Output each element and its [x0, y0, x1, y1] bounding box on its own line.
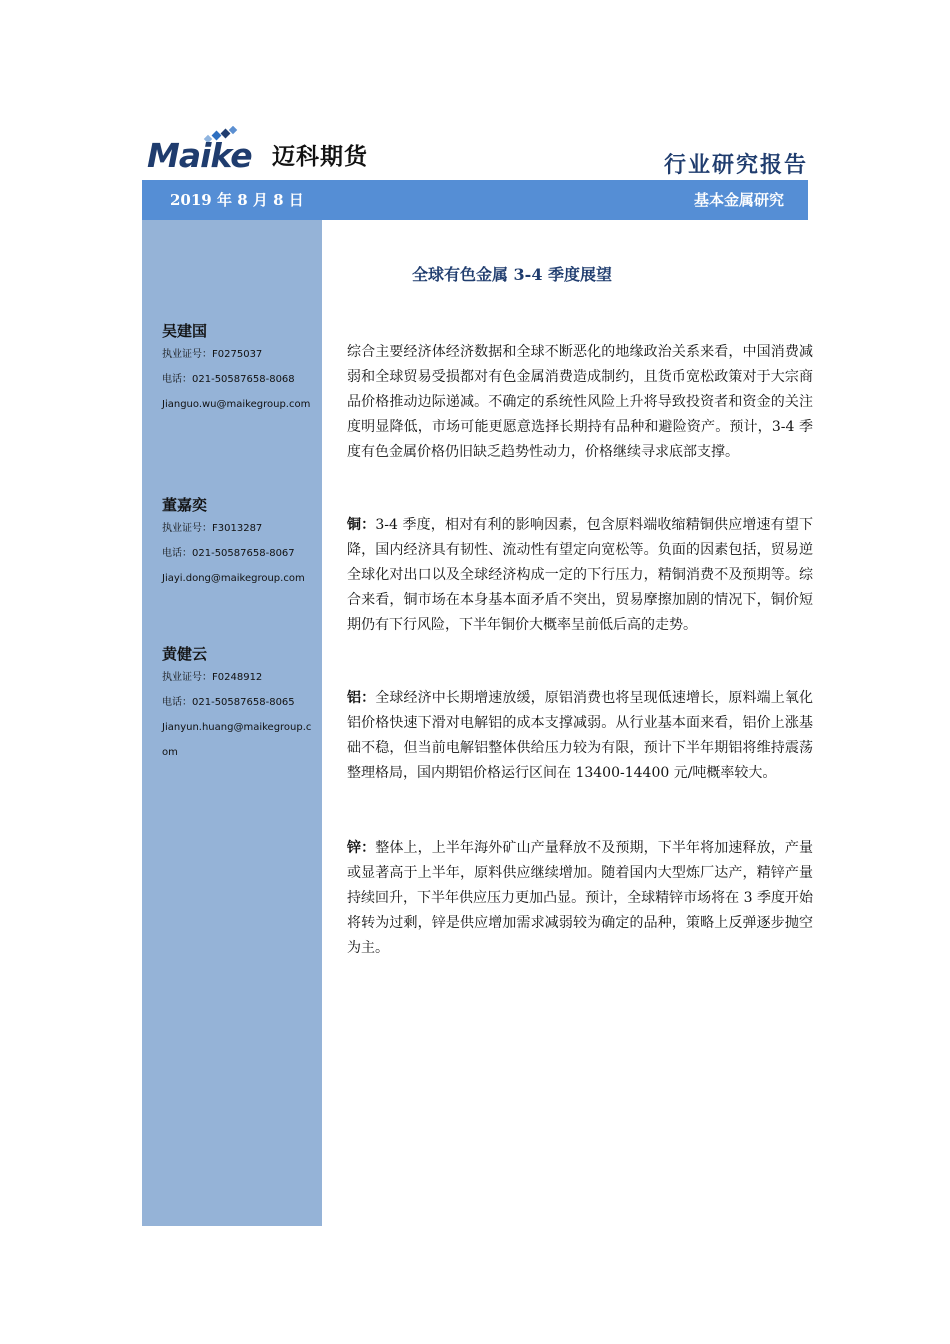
header-bar: [142, 180, 808, 220]
analyst-phone: 电话：021-50587658-8067: [162, 548, 295, 559]
analyst-email[interactable]: Jianguo.wu@maikegroup.com: [162, 399, 311, 410]
analyst-license: 执业证号：F0248912: [162, 672, 263, 683]
analyst-sidebar: [142, 220, 322, 1226]
company-logo: [147, 126, 387, 174]
paragraph-text: 综合主要经济体经济数据和全球不断恶化的地缘政治关系来看，中国消费减弱和全球贸易受损都对有色金属消费造成制约，且货币宽松政策对于大宗商品价格推动边际递减。不确定的系统性风险上升将导致投资者和资金的关注度明显降低，市场可能更愿意选择长期持有品种和避险资产。预计，3-4 季度有色金属价格仍旧缺乏趋势性动力，价格继续寻求底部支撑。: [347, 344, 813, 460]
analyst-email[interactable]: Jianyun.huang@maikegroup.com: [162, 722, 312, 758]
analyst-name: 吴建国: [162, 322, 208, 340]
analyst-phone: 电话：021-50587658-8068: [162, 374, 295, 385]
report-date: 2019 年 8 月 8 日: [170, 191, 304, 209]
paragraph-text: 3-4 季度，相对有利的影响因素，包含原料端收缩精铜供应增速有望下降，国内经济具有韧性、流动性有望定向宽松等。负面的因素包括，贸易逆全球化对出口以及全球经济构成一定的下行压力，精铜消费不及预期等。综合来看，铜市场在本身基本面矛盾不突出，贸易摩擦加剧的情况下，铜价短期仍有下行风险，下半年铜价大概率呈前低后高的走势。: [347, 517, 813, 633]
logo-company-name: 迈科期货: [272, 144, 368, 170]
analyst-card: [162, 494, 312, 591]
report-type-title: 行业研究报告: [663, 152, 808, 178]
analyst-name: 黄健云: [162, 645, 208, 663]
paragraph-lead: 铝：: [347, 690, 376, 706]
analyst-license: 执业证号：F0275037: [162, 349, 263, 360]
paragraph-text: 全球经济中长期增速放缓，原铝消费也将呈现低速增长，原料端上氧化铝价格快速下滑对电解铝的成本支撑减弱。从行业基本面来看，铝价上涨基础不稳，但当前电解铝整体供给压力较为有限，预计下半年期铝将维持震荡整理格局，国内期铝价格运行区间在 13400-14400 元/吨概率较大。: [347, 690, 813, 781]
report-category: 基本金属研究: [693, 191, 784, 209]
report-title: 全球有色金属 3-4 季度展望: [411, 265, 613, 284]
paragraph-lead: 锌：: [347, 840, 376, 856]
analyst-card: [162, 643, 312, 765]
zinc-paragraph: [347, 836, 813, 961]
analyst-name: 董嘉奕: [162, 496, 208, 514]
analyst-card: [162, 320, 312, 417]
paragraph-text: 整体上，上半年海外矿山产量释放不及预期，下半年将加速释放，产量或显著高于上半年，原料供应继续增加。随着国内大型炼厂达产，精锌产量持续回升，下半年供应压力更加凸显。预计，全球精锌市场将在 3 季度开始将转为过剩，锌是供应增加需求减弱较为确定的品种，策略上反弹逐步抛空为主。: [347, 840, 813, 956]
paragraph-lead: 铜：: [347, 517, 376, 533]
summary-paragraph: [347, 340, 813, 465]
analyst-license: 执业证号：F3013287: [162, 523, 263, 534]
analyst-email[interactable]: Jiayi.dong@maikegroup.com: [162, 573, 305, 584]
aluminum-paragraph: [347, 686, 813, 786]
copper-paragraph: [347, 513, 813, 638]
logo-wordmark: Maike: [147, 136, 252, 175]
analyst-phone: 电话：021-50587658-8065: [162, 697, 295, 708]
